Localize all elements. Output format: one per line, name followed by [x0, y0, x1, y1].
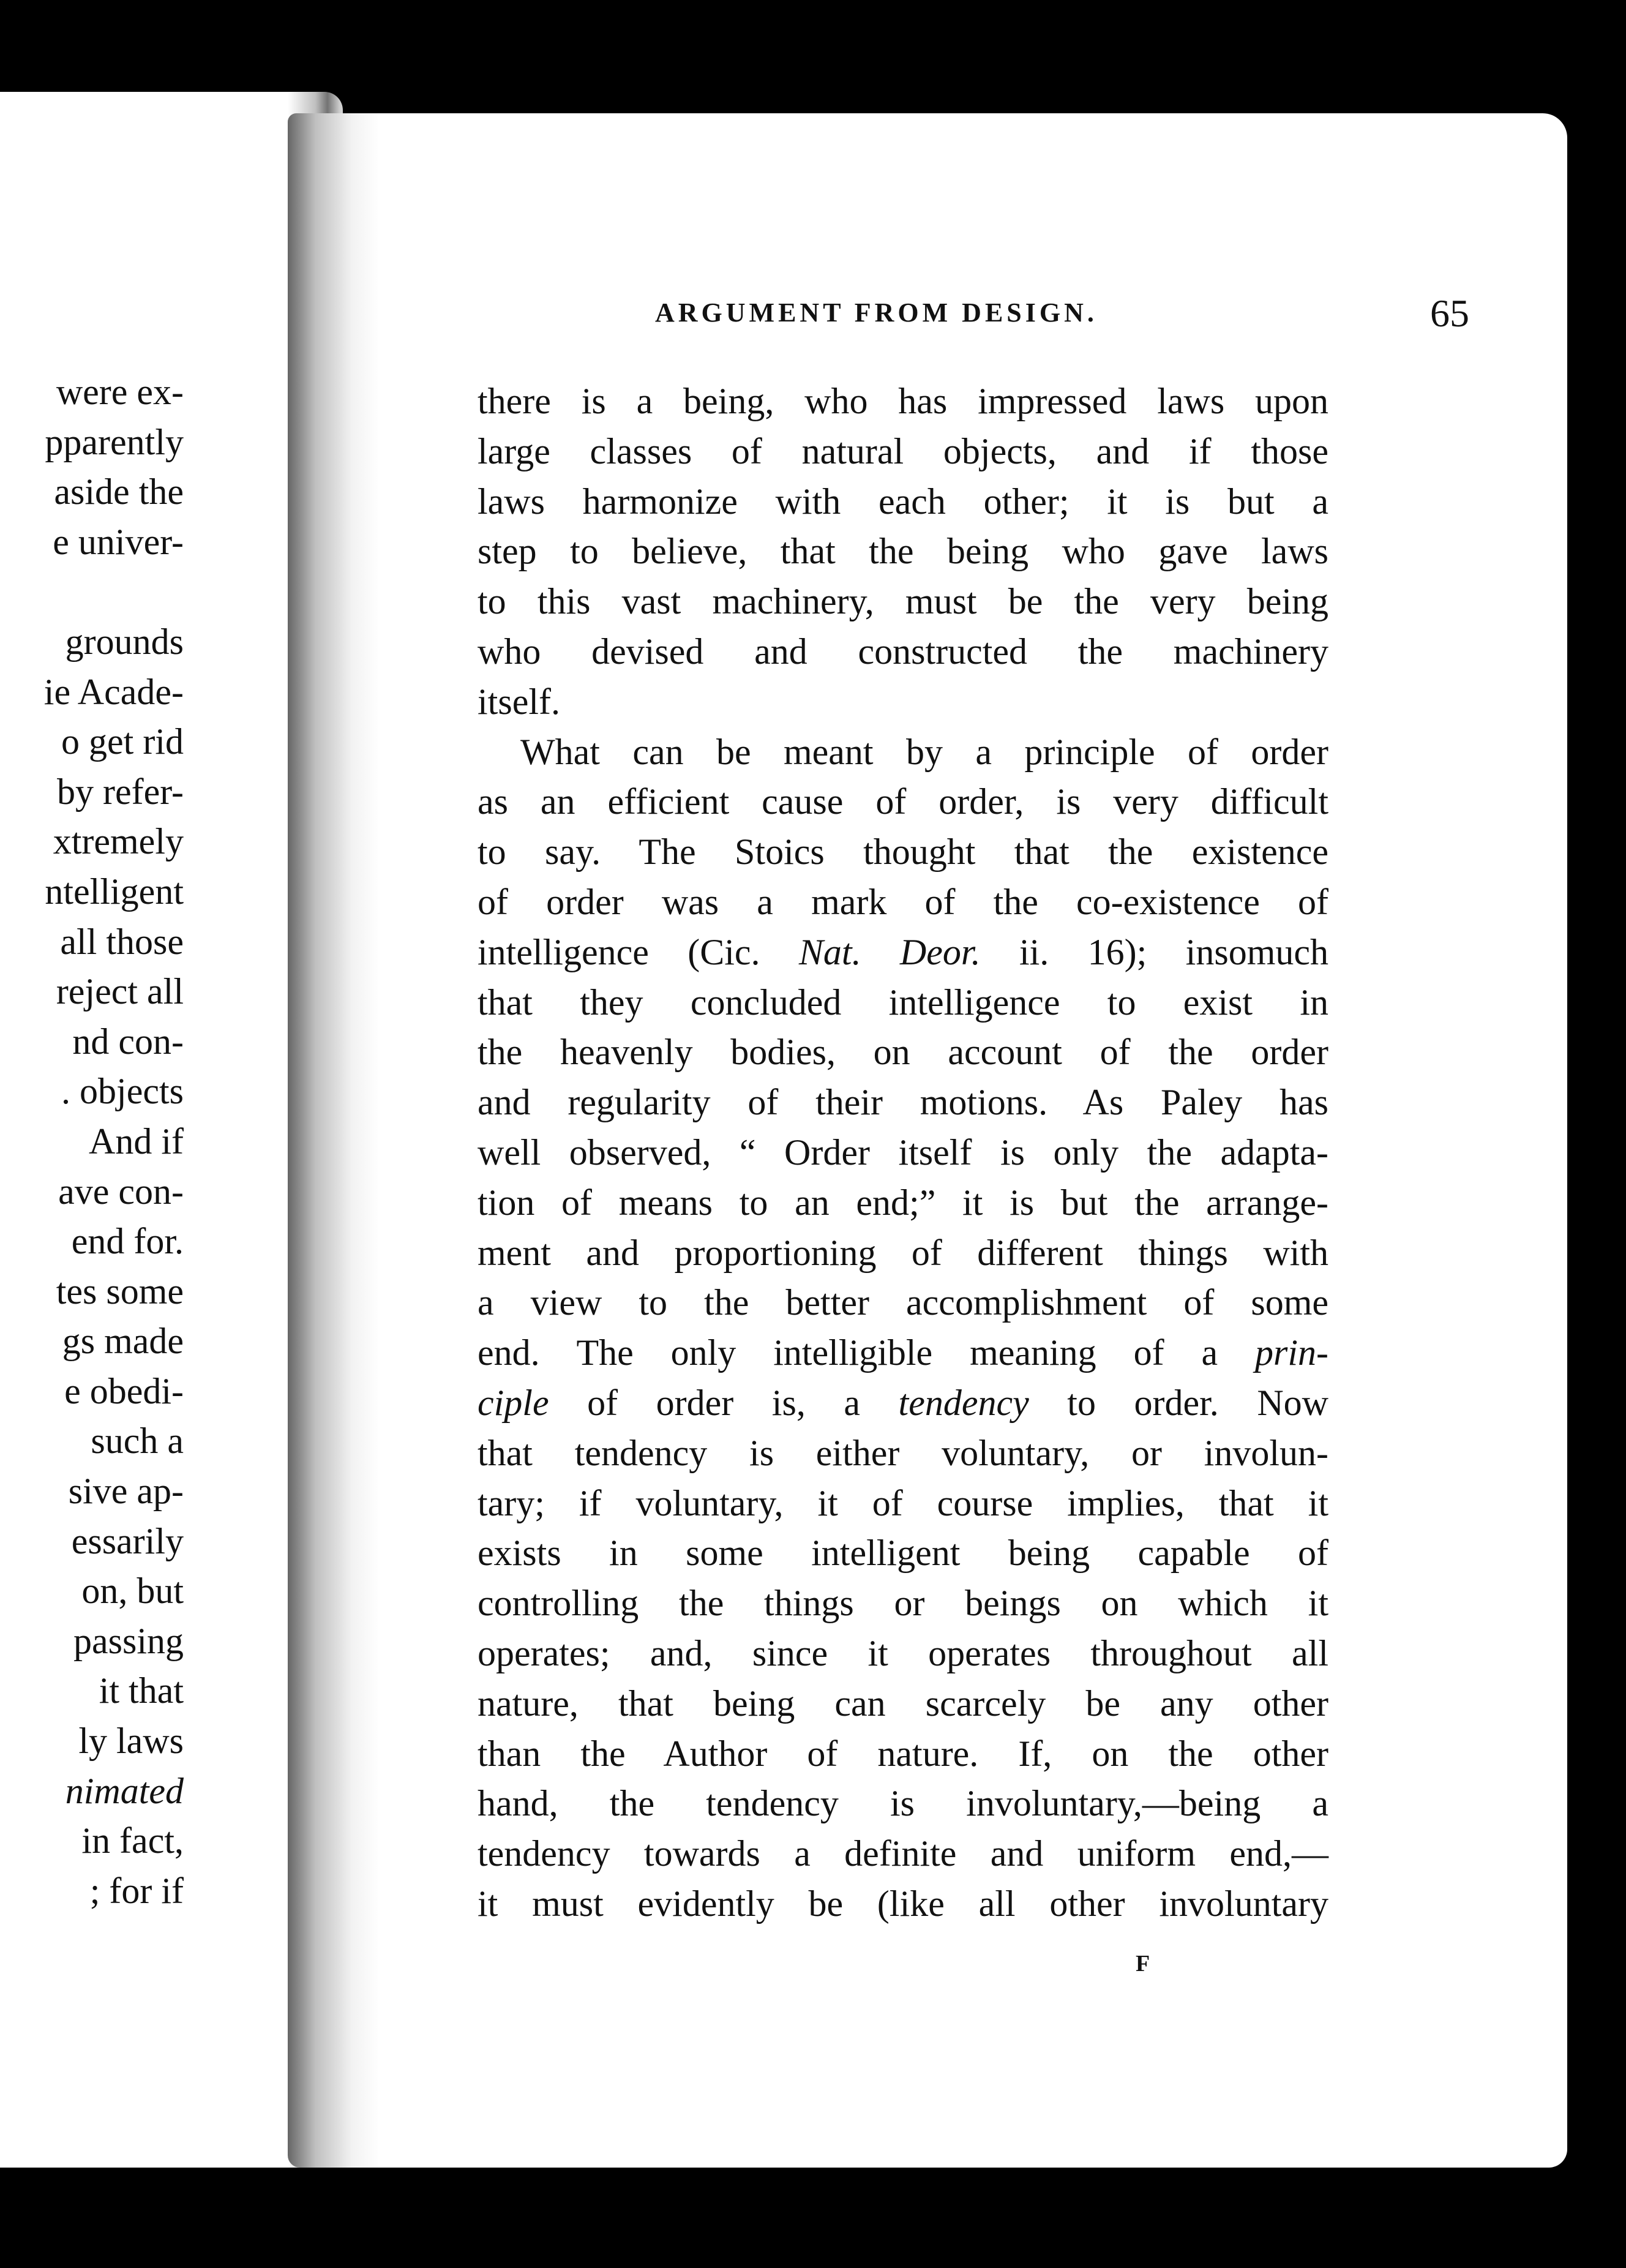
- body-line: well observed, “ Order itself is only the adapta-: [478, 1132, 1328, 1173]
- left-page-line: passing: [73, 1620, 184, 1661]
- body-line: it must evidently be (like all other involuntary: [478, 1883, 1328, 1924]
- body-line: tion of means to an end;” it is but the arrange-: [478, 1182, 1328, 1223]
- body-line: operates; and, since it operates throughout all: [478, 1632, 1328, 1673]
- body-line: What can be meant by a principle of order: [520, 731, 1328, 772]
- left-page-line: were ex-: [56, 372, 184, 412]
- left-page-text: [0, 367, 184, 1916]
- left-page-line: pparently: [45, 421, 184, 462]
- left-page-line: nimated: [65, 1770, 184, 1811]
- body-line: that tendency is either voluntary, or involun-: [478, 1432, 1328, 1473]
- left-page-line: o get rid: [61, 721, 184, 762]
- left-page-line: ly laws: [78, 1721, 184, 1762]
- running-title: ARGUMENT FROM DESIGN.: [655, 298, 1098, 328]
- left-page-line: it that: [99, 1670, 184, 1711]
- left-page-line: essarily: [71, 1520, 184, 1561]
- left-page-line: aside the: [54, 471, 184, 513]
- left-page-line: ; for if: [89, 1870, 184, 1911]
- body-line: end. The only intelligible meaning of a prin-: [478, 1332, 1328, 1373]
- left-page-line: xtremely: [53, 821, 184, 862]
- left-page-line: tes some: [56, 1271, 184, 1312]
- body-line: tendency towards a definite and uniform end,—: [478, 1833, 1328, 1874]
- body-line: there is a being, who has impressed laws upon: [478, 381, 1328, 421]
- body-line: controlling the things or beings on which it: [478, 1583, 1328, 1624]
- left-page-line: end for.: [71, 1221, 184, 1262]
- left-page-line: e obedi-: [64, 1370, 184, 1411]
- left-page-line: e univer-: [53, 521, 184, 562]
- body-line: exists in some intelligent being capable of: [478, 1533, 1328, 1574]
- body-line: than the Author of nature. If, on the other: [478, 1733, 1328, 1774]
- left-page-line: gs made: [62, 1321, 184, 1362]
- left-page-line: reject all: [56, 971, 184, 1012]
- body-line: the heavenly bodies, on account of the order: [478, 1032, 1328, 1073]
- body-line: to this vast machinery, must be the very being: [478, 581, 1328, 622]
- left-page-line: And if: [89, 1121, 184, 1162]
- spine-shadow: [288, 113, 380, 2168]
- left-page-line: all those: [60, 921, 184, 962]
- body-line: of order was a mark of the co-existence of: [478, 881, 1328, 922]
- body-text: [478, 377, 1328, 1929]
- left-page-line: ntelligent: [45, 871, 184, 912]
- signature-mark: F: [1136, 1951, 1150, 1977]
- left-page-line: on, but: [81, 1571, 184, 1612]
- left-page-line: by refer-: [57, 771, 184, 812]
- body-line: as an efficient cause of order, is very difficult: [478, 781, 1328, 822]
- body-line: to say. The Stoics thought that the existence: [478, 832, 1328, 873]
- body-line: ciple of order is, a tendency to order. Now: [478, 1382, 1328, 1423]
- left-page-line: nd con-: [72, 1021, 184, 1062]
- left-page-line: ave con-: [58, 1171, 184, 1212]
- right-page: [288, 113, 1567, 2168]
- running-head: [655, 291, 1469, 340]
- body-line: a view to the better accomplishment of some: [478, 1282, 1328, 1323]
- left-page-line: . objects: [61, 1071, 184, 1112]
- body-line: tary; if voluntary, it of course implies, that it: [478, 1482, 1328, 1523]
- body-line: who devised and constructed the machinery: [478, 631, 1328, 672]
- body-line: large classes of natural objects, and if those: [478, 430, 1328, 471]
- left-page-line: sive ap-: [68, 1471, 184, 1512]
- left-page-line: such a: [91, 1421, 184, 1462]
- body-line: itself.: [478, 681, 560, 722]
- body-line: hand, the tendency is involuntary,—being a: [478, 1783, 1328, 1824]
- left-page-line: grounds: [65, 621, 184, 662]
- body-line: intelligence (Cic. Nat. Deor. ii. 16); insomuch: [478, 931, 1328, 972]
- left-page-line: [0, 567, 184, 617]
- body-line: nature, that being can scarcely be any other: [478, 1683, 1328, 1724]
- body-line: and regularity of their motions. As Paley has: [478, 1082, 1328, 1123]
- body-line: that they concluded intelligence to exist in: [478, 982, 1328, 1023]
- body-line: laws harmonize with each other; it is but a: [478, 481, 1328, 522]
- left-page-line: ie Acade-: [43, 671, 184, 712]
- body-line: ment and proportioning of different things with: [478, 1232, 1328, 1273]
- body-line: step to believe, that the being who gave laws: [478, 531, 1328, 572]
- left-page-line: in fact,: [81, 1820, 184, 1861]
- page-number: 65: [1430, 291, 1469, 335]
